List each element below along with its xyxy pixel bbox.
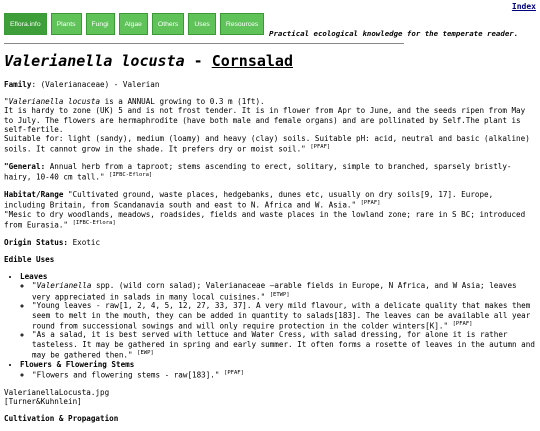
origin-label: Origin Status: bbox=[4, 237, 69, 247]
list-item bbox=[32, 369, 536, 380]
quote-mark: " bbox=[4, 97, 9, 107]
desc-latin: Valerianella locusta bbox=[8, 97, 101, 107]
image-filename[interactable]: ValerianellaLocusta.jpg bbox=[4, 387, 110, 397]
leaf1-latin: Valerianella bbox=[36, 281, 92, 291]
leaf3-ref[interactable]: [EWP] bbox=[137, 349, 154, 356]
title-separator: - bbox=[184, 52, 212, 70]
habitat-label: Habitat/Range bbox=[4, 189, 64, 199]
title-common-name[interactable]: Cornsalad bbox=[211, 52, 293, 70]
general-description bbox=[4, 162, 536, 182]
site-tagline: Practical ecological knowledge for the temperate reader. bbox=[269, 29, 519, 38]
nav-fungi-button[interactable]: Fungi bbox=[86, 13, 115, 35]
top-nav bbox=[4, 13, 264, 35]
leaves-label: Leaves bbox=[20, 272, 48, 282]
nav-algae-button[interactable]: Algae bbox=[119, 13, 148, 35]
general-ref[interactable]: [IFBC-Eflora] bbox=[109, 172, 153, 179]
habitat-text-2: "Mesic to dry woodlands, meadows, roadsides, fields and waste places in the lowland zone; rare in S BC; introduced from Eurasia." bbox=[4, 209, 526, 230]
desc-ref[interactable]: [PFAF] bbox=[310, 144, 331, 151]
list-item bbox=[32, 330, 536, 359]
title-latin: Valerianella locusta bbox=[4, 52, 185, 70]
list-item: ◦ "Valerianella spp. (wild corn salad); Valerianaceae –arable fields in Europe, N Africa, and W Asia; leaves very appreciated in salads in many local cuisines." [ETWP] bbox=[32, 281, 536, 301]
desc-line-2: It is hardy to zone (UK) 5 and is not frost tender. It is in flower from Apr to June, and the seeds ripen from May to July. The flowers are hermaphrodite (have both male and female organs) and are pollinated by Self.The plant is self-fertile. bbox=[4, 106, 526, 134]
pfaf-description bbox=[4, 97, 536, 154]
leaf1-text: spp. (wild corn salad); Valerianaceae –arable fields in Europe, N Africa, and W Asia; leaves very appreciated in salads in many local cuisines." bbox=[32, 281, 517, 302]
flowers-label: Flowers & Flowering Stems bbox=[20, 359, 135, 369]
page-title bbox=[4, 52, 536, 70]
habitat-section bbox=[4, 190, 536, 230]
leaves-list bbox=[20, 281, 536, 359]
habitat-text-1: "Cultivated ground, waste places, hedgebanks, dunes etc, usually on dry soils[9, 17]. Europe, including Britain, from Scandanavia south and east to N. Africa and W. Asia." bbox=[4, 189, 494, 210]
nav-eflora-button[interactable]: Eflora.info bbox=[4, 13, 47, 35]
origin-value: Exotic bbox=[68, 237, 101, 247]
header-divider bbox=[4, 43, 404, 44]
nav-others-button[interactable]: Others bbox=[152, 13, 184, 35]
index-link[interactable]: Index bbox=[511, 2, 536, 11]
flower1-text: "Flowers and flowering stems - raw[183]." bbox=[32, 370, 220, 380]
habitat-ref-1[interactable]: [PFAF] bbox=[360, 200, 381, 207]
flowers-list bbox=[20, 369, 536, 380]
family-label: Family bbox=[4, 80, 32, 89]
cultivation-heading: Cultivation & Propagation bbox=[4, 413, 119, 423]
family-line bbox=[4, 80, 536, 89]
desc-line-3: Suitable for: light (sandy), medium (loamy) and heavy (clay) soils. Suitable pH: acid, neutral and basic (alkaline) soils. It cannot grow in the shade. It prefers dry or moist soil." bbox=[4, 134, 530, 154]
nav-plants-button[interactable]: Plants bbox=[51, 13, 82, 35]
edible-uses-list bbox=[4, 272, 536, 379]
main-content bbox=[4, 52, 536, 431]
edible-uses-heading: Edible Uses bbox=[4, 254, 55, 264]
family-value: : (Valerianaceae) - Valerian bbox=[31, 80, 160, 89]
leaf2-ref[interactable]: [PFAF] bbox=[452, 320, 473, 327]
leaf2-text: "Young leaves - raw[1, 2, 4, 5, 12, 27, 33, 37]. A very mild flavour, with a delicate quality that makes them seem to melt in the mouth, they can be added in quantity to salads[183]. The leaves can be available all year round from successional sowings and will only require protection in the colder winters[K]." bbox=[32, 301, 531, 331]
general-label: "General: bbox=[4, 161, 46, 171]
list-item bbox=[20, 272, 536, 359]
habitat-ref-2[interactable]: [IFBC-Eflora] bbox=[72, 220, 116, 227]
desc-line-1: is a ANNUAL growing to 0.3 m (1ft). bbox=[100, 97, 265, 107]
leaf1-ref[interactable]: [ETWP] bbox=[269, 291, 290, 298]
leaf3-text: "As a salad, it is best served with lettuce and Water Cress, with salad dressing, for alone it is rather tasteless. It may be gathered in spring and early summer. It often forms a rosette of leaves in the autumn and may be gathered then." bbox=[32, 330, 535, 360]
image-credit: [Turner&Kuhnlein] bbox=[4, 396, 82, 406]
list-item bbox=[32, 301, 536, 330]
nav-uses-button[interactable]: Uses bbox=[188, 13, 216, 35]
origin-status bbox=[4, 238, 536, 247]
nav-resources-button[interactable]: Resources bbox=[220, 13, 265, 35]
list-item bbox=[20, 360, 536, 380]
flower1-ref[interactable]: [PFAF] bbox=[224, 369, 244, 376]
image-caption bbox=[4, 388, 536, 406]
general-text: Annual herb from a taproot; stems ascending to erect, solitary, simple to branched, sparsely bristly-hairy, 10-40 cm tall." bbox=[4, 161, 512, 182]
